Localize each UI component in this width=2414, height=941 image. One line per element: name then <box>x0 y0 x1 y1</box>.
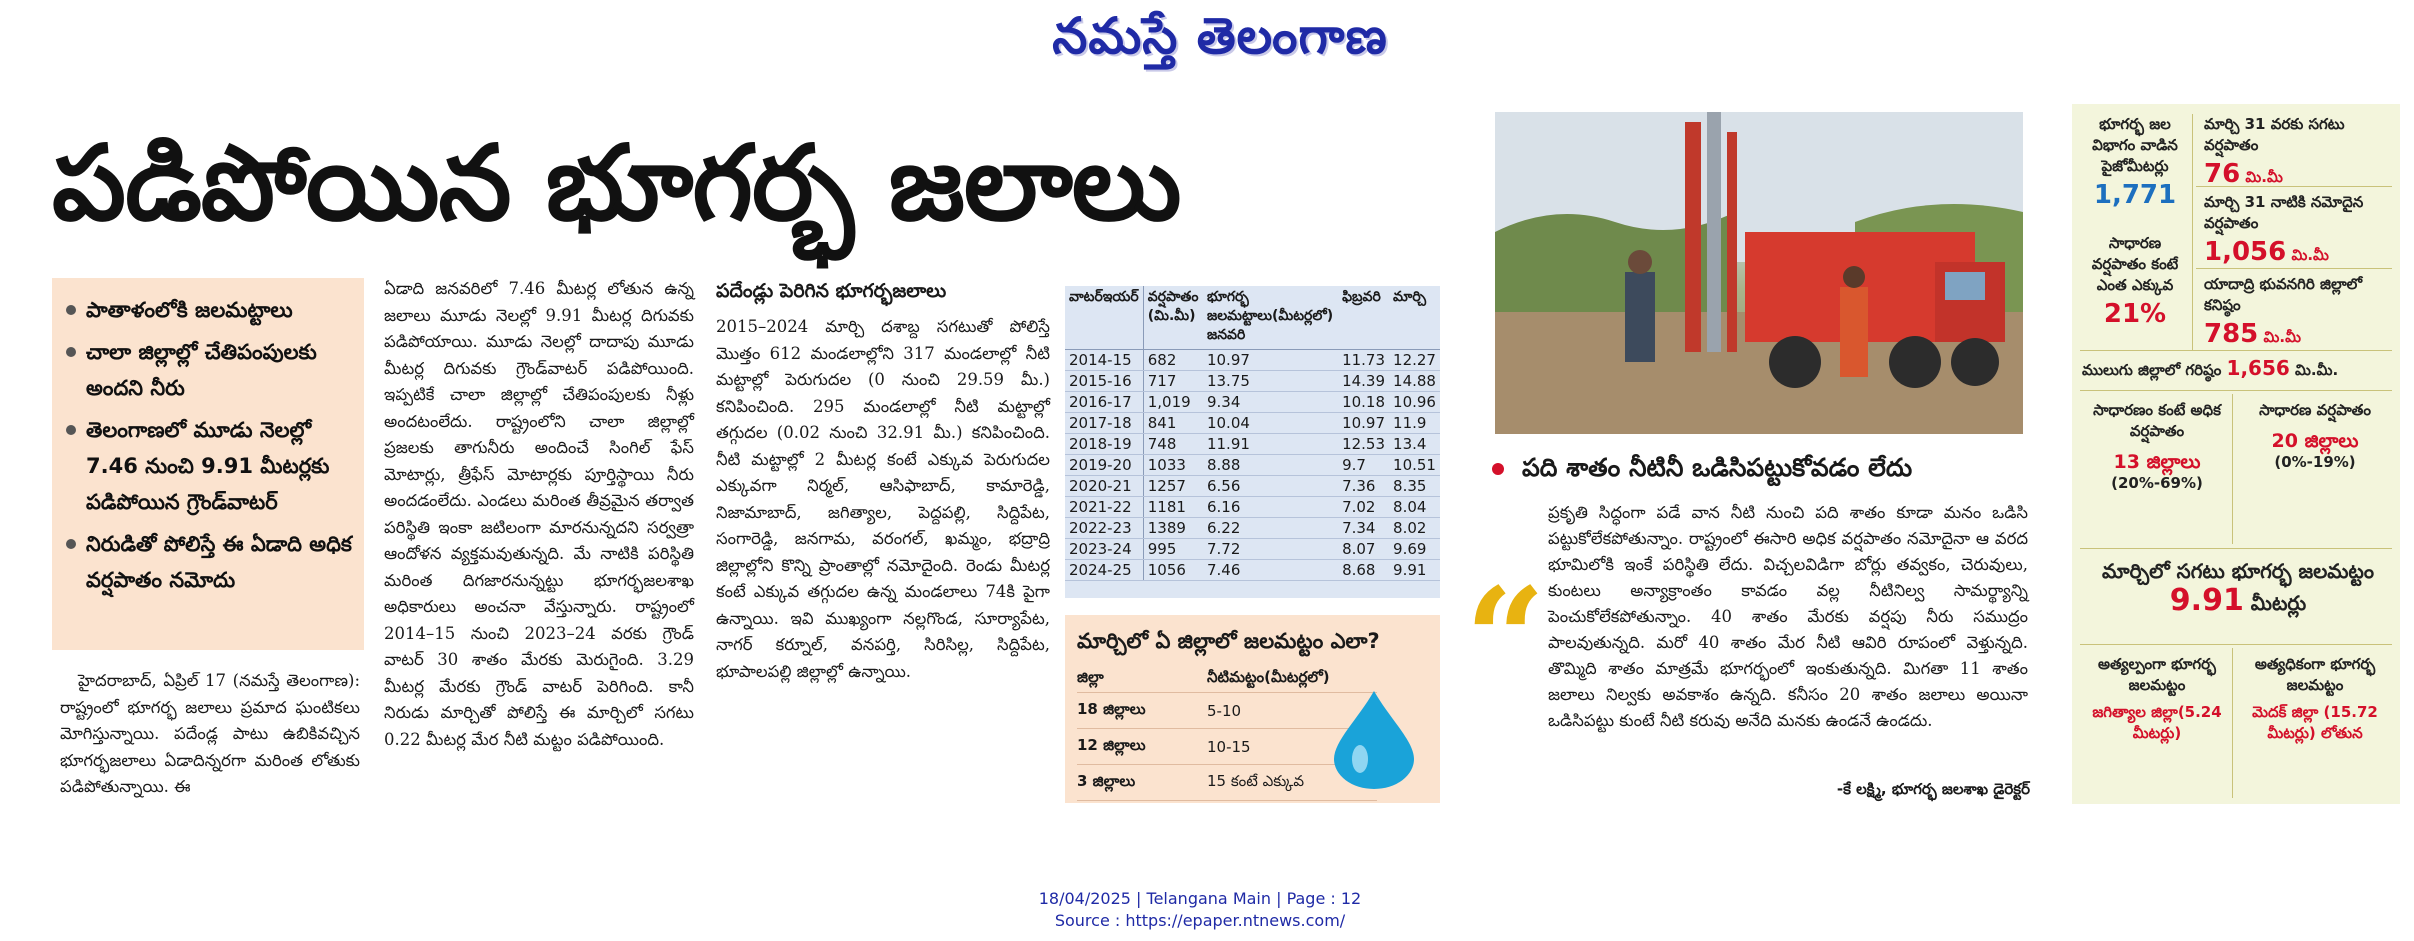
quote-attribution: -కే లక్ష్మి, భూగర్భ జలశాఖ డైరెక్టర్ <box>1836 780 2030 798</box>
district-count: 18 జిల్లాలు <box>1077 699 1146 718</box>
level-range: 15 కంటే ఎక్కువ <box>1207 771 1305 790</box>
table-cell: 7.46 <box>1203 560 1338 581</box>
stat-label: భూగర్భ జల విభాగం వాడిన పైజోమీటర్లు <box>2092 115 2178 175</box>
summary-bullet: పాతాళంలోకి జలమట్టాలు <box>64 292 354 328</box>
red-bullet-icon <box>1492 463 1504 475</box>
groundwater-table <box>1065 286 1440 598</box>
stat-label: ములుగు జిల్లాలో గరిష్ఠం <box>2082 361 2222 379</box>
table-cell: 682 <box>1143 350 1203 371</box>
stat-range: (0%-19%) <box>2274 453 2356 471</box>
table-cell: 2020-21 <box>1065 476 1143 497</box>
table-cell: 14.39 <box>1338 371 1389 392</box>
stat-normal <box>2240 400 2390 540</box>
table-cell: 2023-24 <box>1065 539 1143 560</box>
table-cell: 10.96 <box>1389 392 1440 413</box>
stat-max-rainfall <box>2082 358 2394 388</box>
table-row <box>1065 539 1440 560</box>
borewell-rig-photo <box>1495 112 2023 434</box>
table-row <box>1065 392 1440 413</box>
stat-avg-rainfall <box>2204 114 2394 189</box>
table-row <box>1065 518 1440 539</box>
stat-label: మార్చి 31 నాటికి నమోదైన వర్షపాతం <box>2204 193 2364 232</box>
stat-unit: మి.మీ. <box>2295 361 2339 379</box>
stat-min-rainfall <box>2204 274 2394 348</box>
stat-label: సాధారణ వర్షపాతం కంటే ఎంత ఎక్కువ <box>2091 234 2179 294</box>
water-drop-icon <box>1330 689 1418 789</box>
table-cell: 2019-20 <box>1065 455 1143 476</box>
table-header: ఫిబ్రవరి <box>1338 286 1389 350</box>
table-cell: 7.34 <box>1338 518 1389 539</box>
quote-heading-text: పది శాతం నీటినీ ఒడిసిపట్టుకోవడం లేదు <box>1522 453 1913 482</box>
table-cell: 10.51 <box>1389 455 1440 476</box>
table-cell: 2022-23 <box>1065 518 1143 539</box>
page-footer <box>950 888 1450 934</box>
table-cell: 1257 <box>1143 476 1203 497</box>
stat-piezometers <box>2082 114 2188 344</box>
stat-value: 20 జిల్లాలు <box>2271 430 2359 452</box>
table-cell: 13.75 <box>1203 371 1338 392</box>
table-row <box>1065 497 1440 518</box>
box-header: జిల్లా <box>1077 667 1104 686</box>
summary-bullet: చాలా జిల్లాల్లో చేతిపంపులకు అందని నీరు <box>64 334 354 406</box>
column-subheading: పదేండ్లు పెరిగిన భూగర్భజలాలు <box>716 280 947 302</box>
table-cell: 11.91 <box>1203 434 1338 455</box>
table-header: భూగర్భ జలమట్టాలు(మీటర్లలో) జనవరి <box>1203 286 1338 350</box>
table-header: మార్చి <box>1389 286 1440 350</box>
stat-label: మార్చిలో సగటు భూగర్భ జలమట్టం <box>2101 559 2374 583</box>
stat-label: అత్యధికంగా భూగర్భ జలమట్టం <box>2254 655 2376 694</box>
summary-bullet: నిరుడితో పోలిస్తే ఈ ఏడాది అధిక వర్షపాతం నమోదు <box>64 526 354 598</box>
stat-lowest-level <box>2086 654 2228 800</box>
table-cell: 1056 <box>1143 560 1203 581</box>
stat-value: 9.91 <box>2169 583 2244 618</box>
table-cell: 9.7 <box>1338 455 1389 476</box>
table-row <box>1065 476 1440 497</box>
table-cell: 2017-18 <box>1065 413 1143 434</box>
table-cell: 6.22 <box>1203 518 1338 539</box>
table-cell: 6.56 <box>1203 476 1338 497</box>
stat-value: 1,656 <box>2226 356 2290 380</box>
page-headline: పడిపోయిన భూగర్భ జలాలు <box>52 122 1181 244</box>
table-cell: 7.02 <box>1338 497 1389 518</box>
table-cell: 12.53 <box>1338 434 1389 455</box>
article-column-1: హైదరాబాద్, ఏప్రిల్ 17 (నమస్తే తెలంగాణ): రాష్ట్రంలో భూగర్భ జలాలు ప్రమాద ఘంటికలు మోగిస్తున్నాయి. పదేండ్ల పాటు ఉబికివచ్చిన భూగర్భజలాలు ఏడాదిన్నరగా మరింత లోతుకు పడిపోతున్నాయి. ఈ <box>60 671 360 796</box>
stat-value: 785 <box>2204 319 2259 349</box>
stat-value: 21% <box>2103 299 2167 329</box>
quote-mark-icon: “ <box>1465 558 1546 722</box>
table-cell: 2021-22 <box>1065 497 1143 518</box>
stat-value: జగిత్యాల జిల్లా(5.24 మీటర్లు) <box>2092 703 2222 742</box>
quote-body: ప్రకృతి సిద్ధంగా పడే వాన నీటి నుంచి పది శాతం కూడా మనం ఒడిసి పట్టుకోలేకపోతున్నాం. రాష్ట్రంలో ఈసారి అధిక వర్షపాతం నమోదైనా ఆ వరద భూమిలోకి ఇంకే పరిస్థితి లేదు. విచ్చలవిడిగా బోర్లు తవ్వకం, చెరువులు, కుంటలు అన్యాక్రాంతం కావడం వల్ల నీటినిల్వ సామర్థ్యాన్ని పెంచుకోలేకపోతున్నాం. 40 శాతం మేరకు వర్షపు నీరు సముద్రం పాలవుతున్నది. మరో 40 శాతం మేర నీటి ఆవిరి రూపంలో వెళ్తున్నది. తొమ్మిది శాతం మాత్రమే భూగర్భంలో ఇంకుతున్నది. మిగతా 11 శాతం జలాలు నిల్వకు అవకాశం ఉన్నది. కనీసం 20 శాతం జలాలు అయినా ఒడిసిపట్టు కుంటే నీటి కరువు అనేది మనకు ఉండనే ఉండదు. <box>1548 503 2028 730</box>
table-cell: 2016-17 <box>1065 392 1143 413</box>
stat-value: 13 జిల్లాలు <box>2113 451 2201 473</box>
table-cell: 9.91 <box>1389 560 1440 581</box>
stat-unit: మి.మీ <box>2291 246 2329 264</box>
box-title: మార్చిలో ఏ జిల్లాలో జలమట్టం ఎలా? <box>1077 629 1380 653</box>
level-range: 10-15 <box>1207 737 1251 756</box>
table-cell: 2015-16 <box>1065 371 1143 392</box>
table-header: వాటర్‌ఇయర్ <box>1065 286 1143 350</box>
stat-label: సాధారణ వర్షపాతం <box>2259 401 2371 419</box>
table-row <box>1065 371 1440 392</box>
divider <box>2232 648 2233 798</box>
stat-value: మెదక్ జిల్లా (15.72 మీటర్లు) లోతున <box>2252 703 2378 742</box>
district-count: 12 జిల్లాలు <box>1077 735 1146 754</box>
table-cell: 9.69 <box>1389 539 1440 560</box>
stat-range: (20%-69%) <box>2111 474 2203 492</box>
table-row <box>1065 455 1440 476</box>
stat-label: యాదాద్రి భువనగిరి జిల్లాలో కనిష్ఠం <box>2204 275 2363 314</box>
stat-unit: మీటర్లు <box>2250 591 2307 615</box>
table-cell: 12.27 <box>1389 350 1440 371</box>
table-cell: 1033 <box>1143 455 1203 476</box>
table-row <box>1065 350 1440 371</box>
newspaper-masthead: నమస్తే తెలంగాణ <box>1052 6 1388 65</box>
footer-source[interactable]: Source : https://epaper.ntnews.com/ <box>1054 911 1346 930</box>
stat-value: 1,056 <box>2204 237 2287 267</box>
table-cell: 10.04 <box>1203 413 1338 434</box>
box-header: నీటిమట్టం(మీటర్లలో) <box>1207 667 1330 686</box>
table-cell: 11.9 <box>1389 413 1440 434</box>
stat-avg-groundwater <box>2082 556 2394 640</box>
stat-label: సాధారణం కంటే అధిక వర్షపాతం <box>2093 401 2221 440</box>
divider <box>2080 644 2392 645</box>
table-cell: 995 <box>1143 539 1203 560</box>
table-cell: 8.07 <box>1338 539 1389 560</box>
district-level-box <box>1065 615 1440 803</box>
divider <box>2192 114 2193 350</box>
stat-recorded-rainfall <box>2204 192 2394 266</box>
stat-unit: మి.మీ <box>2263 328 2301 346</box>
borewell-rig-illustration <box>1495 112 2023 434</box>
table-cell: 10.97 <box>1338 413 1389 434</box>
article-column-3-text: 2015–2024 మార్చి దశాబ్ద సగటుతో పోలిస్తే మొత్తం 612 మండలాల్లోని 317 మండలాల్లో నీటి మట్టాల్లో పెరుగుదల (0 నుంచి 29.59 మీ.) కనిపించింది. 295 మండలాల్లో నీటి మట్టాల్లో తగ్గుదల (0.02 నుంచి 32.91 మీ.) కనిపించింది. నీటి మట్టాల్లో 2 మీటర్ల కంటే ఎక్కువ పెరుగుదల ఎక్కువగా నిర్మల్, ఆసిఫాబాద్, కామారెడ్డి, నిజామాబాద్, జగిత్యాల, పెద్దపల్లి, సిద్దిపేట, సంగారెడ్డి, జనగామ, వరంగల్, ఖమ్మం, భద్రాద్రి జిల్లాల్లోని కొన్ని ప్రాంతాల్లో నమోదైంది. రెండు మీటర్ల కంటే ఎక్కువ తగ్గుదల ఉన్న మండలాలు 74కి పైగా ఉన్నాయి. ఇవి ముఖ్యంగా నల్లగొండ, సూర్యాపేట, నాగర్ కర్నూల్, వనపర్తి, సిరిసిల్ల, సిద్దిపేట, భూపాలపల్లి జిల్లాల్లో ఉన్నాయి. <box>716 317 1050 681</box>
article-column-2: ఏడాది జనవరిలో 7.46 మీటర్ల లోతున ఉన్న జలాలు మూడు నెలల్లో 9.91 మీటర్ల దిగువకు పడిపోయాయి. మూడు నెలల్లో దాదాపు మూడు మీటర్ల దిగువకు గ్రౌండ్‌వాటర్ పడిపోయింది. ఇప్పటికే చాలా జిల్లాల్లో చేతిపంపులకు నీళ్లు అందటంలేదు. రాష్ట్రంలోని చాలా జిల్లాల్లో ప్రజలకు తాగునీరు అందించే సింగిల్ ఫేస్ మోటార్లు, త్రీఫేస్ మోటార్లకు పూర్తిస్థాయి నీరు అందడంలేదు. ఎండలు మరింత తీవ్రమైన తర్వాత పరిస్థితి ఇంకా జటిలంగా మారనున్నదని సర్వత్రా ఆందోళన వ్యక్తమవుతున్నది. మే నాటికి పరిస్థితి మరింత దిగజారనున్నట్టు భూగర్భజలశాఖ అధికారులు అంచనా వేస్తున్నారు. రాష్ట్రంలో 2014–15 నుంచి 2023–24 వరకు గ్రౌండ్ వాటర్ 30 శాతం మేరకు మెరుగైంది. 3.29 మీటర్ల మేరకు గ్రౌండ్ వాటర్ పెరిగింది. కానీ నిరుడు మార్చితో పోలిస్తే ఈ మార్చిలో సగటు 0.22 మీటర్ల మేర నీటి మట్టం పడిపోయింది. <box>384 279 694 749</box>
table-cell: 7.72 <box>1203 539 1338 560</box>
stat-unit: మి.మీ <box>2245 168 2283 186</box>
table-cell: 1181 <box>1143 497 1203 518</box>
stat-label: అత్యల్పంగా భూగర్భ జలమట్టం <box>2097 655 2216 694</box>
stat-label: మార్చి 31 వరకు సగటు వర్షపాతం <box>2204 115 2345 154</box>
stat-value: 1,771 <box>2093 180 2177 210</box>
stats-sidebar <box>2072 104 2400 804</box>
table-row <box>1065 413 1440 434</box>
table-cell: 8.35 <box>1389 476 1440 497</box>
table-cell: 2018-19 <box>1065 434 1143 455</box>
table-row <box>1065 434 1440 455</box>
stat-above-normal <box>2086 400 2228 540</box>
table-cell: 10.18 <box>1338 392 1389 413</box>
article-column-3 <box>716 276 1050 816</box>
table-cell: 8.88 <box>1203 455 1338 476</box>
stat-highest-level <box>2240 654 2390 800</box>
table-cell: 8.02 <box>1389 518 1440 539</box>
table-cell: 1389 <box>1143 518 1203 539</box>
divider <box>2232 394 2233 544</box>
table-row <box>1065 560 1440 581</box>
table-cell: 7.36 <box>1338 476 1389 497</box>
divider <box>2080 390 2392 391</box>
table-cell: 748 <box>1143 434 1203 455</box>
divider <box>2080 548 2392 549</box>
table-cell: 14.88 <box>1389 371 1440 392</box>
table-cell: 841 <box>1143 413 1203 434</box>
table-cell: 8.04 <box>1389 497 1440 518</box>
summary-bullet-box <box>52 278 364 650</box>
table-cell: 6.16 <box>1203 497 1338 518</box>
table-cell: 2014-15 <box>1065 350 1143 371</box>
district-count: 3 జిల్లాలు <box>1077 771 1136 790</box>
quote-heading <box>1492 450 2032 486</box>
table-cell: 717 <box>1143 371 1203 392</box>
stat-value: 76 <box>2204 159 2241 189</box>
table-cell: 9.34 <box>1203 392 1338 413</box>
table-cell: 1,019 <box>1143 392 1203 413</box>
table-cell: 2024-25 <box>1065 560 1143 581</box>
table-cell: 10.97 <box>1203 350 1338 371</box>
table-cell: 11.73 <box>1338 350 1389 371</box>
table-cell: 8.68 <box>1338 560 1389 581</box>
table-cell: 13.4 <box>1389 434 1440 455</box>
footer-edition: 18/04/2025 | Telangana Main | Page : 12 <box>1038 889 1362 908</box>
level-range: 5-10 <box>1207 701 1242 720</box>
summary-bullet: తెలంగాణలో మూడు నెలల్లో 7.46 నుంచి 9.91 మీటర్లకు పడిపోయిన గ్రౌండ్‌వాటర్ <box>64 412 354 520</box>
table-header: వర్షపాతం (మి.మీ) <box>1143 286 1203 350</box>
